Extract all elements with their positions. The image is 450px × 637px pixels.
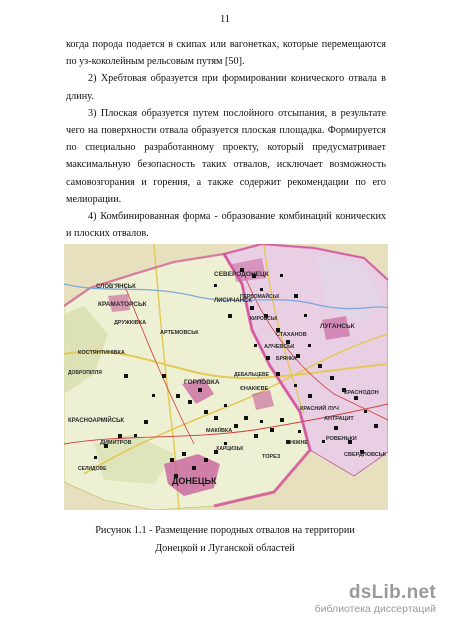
map-label: ДРУЖКІВКА [114,320,147,326]
map-label: СЕЛИДОВЕ [78,466,107,472]
map-label: СЕВЕРОДОНЕЦК [214,271,269,278]
map-label: СВЕРДЛОВСЬК [344,452,387,458]
map-label: ХАРЦИЗЬК [216,446,244,452]
watermark-logo: dsLib.net [348,582,436,603]
map-label: СНІЖНЕ [286,440,309,446]
map-label: АНТРАЦИТ [324,416,354,422]
map-label: РОВЕНЬКИ [326,436,357,442]
map-label: ДОБРОПІЛЛЯ [68,370,102,376]
map-label: ЄНАКІЄВЕ [240,386,269,392]
map-label: ЛУГАНСЬК [320,323,355,330]
map-label: ТОРЕЗ [262,454,281,460]
map-label: СЛОВ'ЯНСЬК [96,284,136,290]
map-label: АЛЧЕВСЬК [264,344,295,350]
map-label: КОСТЯНТИНІВКА [78,350,125,356]
map-label: ЛИСИЧАНСК [214,298,253,304]
map-label: ДЕБАЛЬЦЕВЕ [234,372,270,378]
map-label: КРАМАТОРСЬК [98,301,147,308]
map-label: МАКІЇВКА [206,428,233,434]
paragraph-3: 3) Плоская образуется путем послойного отсыпания, в результате чего на поверхности отвала образуется плоская площадка. Формируется по специально разработанному проекту, который предусматривает максимальную безопасность таких отвалов, исключает возможность самовозгорания и горения, а также содержит рекомендации по его мелиорации. [66,107,386,205]
map-image [64,244,388,510]
map-label: СТАХАНОВ [276,332,307,338]
caption-line-1: Рисунок 1.1 - Размещение породных отвалов на территории [95,525,355,536]
map-label: КИРОВСЬК [250,316,278,322]
map-label: ПЕРВОМАЙСЬК [240,294,280,300]
map-label: КРАСНОДОН [344,390,379,396]
caption-line-2: Донецкой и Луганской областей [155,543,295,554]
map-label: КРАСНИЙ ЛУЧ [300,406,339,412]
map-label: КРАСНОАРМІЙСЬК [68,418,125,424]
watermark [315,582,436,615]
map-figure [64,244,388,510]
body-text [66,36,386,242]
figure-caption [50,522,400,558]
map-label: БРЯНКА [276,356,297,362]
map-label: ДОНЕЦЬК [172,476,217,486]
map-label: АРТЕМОВСЬК [160,330,199,336]
page-number: 11 [219,14,231,25]
paragraph-1: когда порода подается в скипах или вагонетках, которые перемещаются по уз-коколейным рельсовым путям [50]. [66,39,386,68]
map-label: ГОРЛОВКА [184,379,220,386]
paragraph-2: 2) Хребтовая образуется при формировании конического отвала в длину. [66,73,386,102]
map-label: ДИМИТРОВ [100,440,132,446]
watermark-subtitle: библиотека диссертаций [314,603,436,615]
paragraph-4: 4) Комбинированная форма - образование комбинаций конических и плоских отвалов. [66,211,386,240]
